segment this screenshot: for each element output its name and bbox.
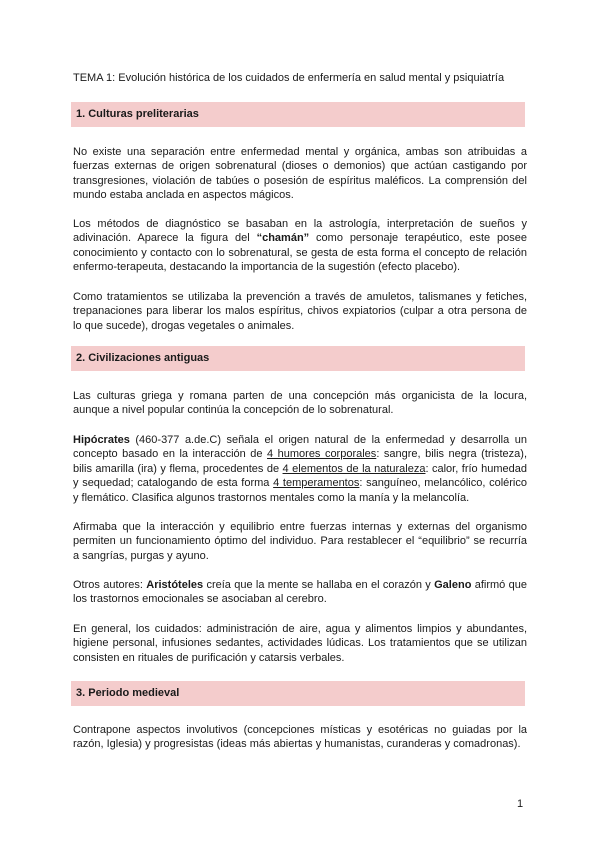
page-number: 1 <box>517 798 524 810</box>
text-run: adivinación. Aparece la figura del <box>73 232 257 245</box>
paragraph <box>73 622 527 665</box>
text-line: conocimiento y contacto con lo sobrenatural, se gesta de esta forma el concepto de relación <box>73 246 527 259</box>
text-line: a sangrías, purgas y ayuno. <box>73 549 209 562</box>
text-run: Otros autores: <box>73 579 147 591</box>
text-run: afirmó que <box>471 579 527 591</box>
text-run: : calor, frío humedad <box>425 462 527 475</box>
text-line <box>73 578 527 592</box>
paragraph <box>73 723 527 752</box>
text-line: lo que sucede), drogas vegetales o animales. <box>73 319 295 332</box>
text-line: Afirmaba que la interacción y equilibrio entre fuerzas internas y externas del organismo <box>73 521 527 533</box>
section-heading-culturas-preliterarias: 1. Culturas preliterarias <box>71 102 525 127</box>
text-line <box>73 231 527 245</box>
paragraph <box>73 290 527 333</box>
text-line: razón, Iglesia) y progresistas (ideas más abiertas y humanistas, curanderas y comadronas). <box>73 738 521 751</box>
temperamentos-term: 4 temperamentos <box>273 477 360 490</box>
text-run: y sequedad; catalogando de esta forma <box>73 477 274 490</box>
text-line: trepanaciones para liberar los malos espíritus, chivos expiatorios (culpar a otra persona de <box>73 305 527 318</box>
chaman-term: “chamán” <box>256 232 310 245</box>
text-line: transgresiones, violación de tabúes o posesión de espíritus maléficos. La comprensión del <box>73 174 527 187</box>
text-line: higiene personal, infusiones sedantes, actividades lúdicas. Los tratamientos que se utilizan <box>73 637 527 650</box>
paragraph <box>73 217 527 275</box>
text-line <box>73 447 527 461</box>
text-line: los trastornos emocionales se asociaban al cerebro. <box>73 593 327 606</box>
section-heading-civilizaciones-antiguas: 2. Civilizaciones antiguas <box>71 346 525 371</box>
text-line: No existe una separación entre enfermedad mental y orgánica, ambas son atribuidas a <box>73 146 527 158</box>
text-line <box>73 433 527 447</box>
text-line: enfermo-terapeuta, destacando la importancia de la sugestión (efecto placebo). <box>73 261 461 274</box>
humores-term: 4 humores corporales <box>267 448 377 461</box>
text-line: mundo estaba anclada en aspectos mágicos. <box>73 189 294 202</box>
text-line <box>73 462 527 476</box>
paragraph <box>73 433 527 505</box>
text-line: Los métodos de diagnóstico se basaban en la astrología, interpretación de sueños y <box>73 218 527 230</box>
text-run: (460-377 a.de.C) señala el origen natural de la enfermedad y desarrolla un <box>129 434 527 446</box>
section-heading-periodo-medieval: 3. Periodo medieval <box>71 681 525 706</box>
galeno-name: Galeno <box>434 579 472 591</box>
paragraph <box>73 520 527 563</box>
text-line: Contrapone aspectos involutivos (concepciones místicas y esotéricas no guiadas por la <box>73 724 527 736</box>
text-run: como personaje terapéutico, este posee <box>309 232 527 245</box>
text-line: consisten en rituales de purificación y catarsis verbales. <box>73 651 345 664</box>
hipocrates-name: Hipócrates <box>73 434 130 446</box>
text-run: : sanguíneo, melancólico, colérico <box>359 477 527 490</box>
text-line <box>73 476 527 490</box>
paragraph <box>73 389 527 418</box>
paragraph <box>73 578 527 607</box>
text-run: creía que la mente se hallaba en el corazón y <box>203 579 435 591</box>
text-line: aunque a nivel popular continúa la concepción de lo sobrenatural. <box>73 404 394 417</box>
document-title: TEMA 1: Evolución histórica de los cuidados de enfermería en salud mental y psiquiatría <box>73 72 505 84</box>
paragraph <box>73 145 527 203</box>
text-run: : sangre, bilis negra (tristeza), <box>376 448 528 461</box>
text-line: Las culturas griega y romana parten de una concepción más organicista de la locura, <box>73 390 527 402</box>
text-line: y flemático. Clasifica algunos trastornos mentales como la manía y la melancolía. <box>73 491 470 504</box>
text-line: En general, los cuidados: administración de aire, agua y alimentos limpios y abundantes, <box>73 623 527 635</box>
text-line: fuerzas externas de origen sobrenatural (dioses o demonios) que actúan castigando por <box>73 160 527 173</box>
text-line: permiten un funcionamiento óptimo del individuo. Para restablecer el “equilibrio” se recurría <box>73 535 527 548</box>
aristoteles-name: Aristóteles <box>146 579 204 591</box>
text-line: Como tratamientos se utilizaba la prevención a través de amuletos, talismanes y fetiches, <box>73 291 527 303</box>
elementos-term: 4 elementos de la naturaleza <box>282 462 426 475</box>
text-run: bilis amarilla (ira) y flema, procedentes de <box>73 462 283 475</box>
text-run: concepto basado en la interacción de <box>73 448 268 461</box>
